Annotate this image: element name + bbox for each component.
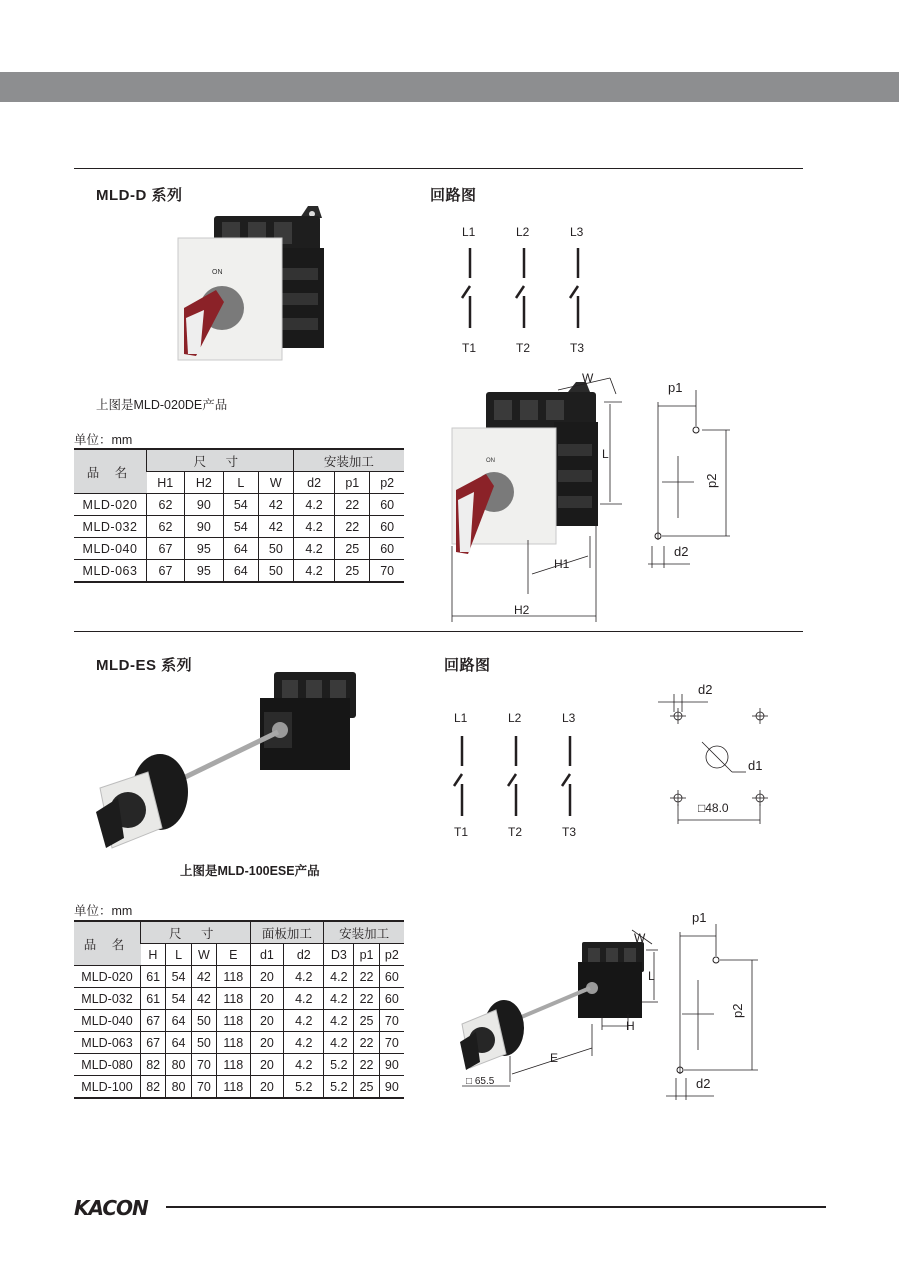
table2-cell: 80 (166, 1076, 191, 1099)
table2-cell: 118 (217, 988, 250, 1010)
table2-cell: 5.2 (324, 1054, 354, 1076)
section2-top-rule (74, 631, 803, 632)
table2-cell: 61 (141, 988, 166, 1010)
table2-cell: 25 (354, 1076, 379, 1099)
section2-unit: 单位：mm (74, 904, 133, 918)
table1-cell: MLD-063 (74, 560, 147, 583)
table2-cell: MLD-040 (74, 1010, 141, 1032)
table2-cell: 70 (379, 1010, 404, 1032)
table1-col-h1: H1 (147, 472, 185, 494)
table1-group-dimensions: 尺 寸 (147, 449, 294, 472)
dim1-w-label: W (582, 371, 594, 385)
table2-cell: 118 (217, 966, 250, 988)
table2-col-p1: p1 (354, 944, 379, 966)
table1-cell: 64 (223, 538, 258, 560)
table-row (74, 1076, 404, 1099)
spec-table-mld-es (74, 920, 404, 1099)
table-row (74, 538, 404, 560)
table1-cell: 54 (223, 494, 258, 516)
table2-cell: 50 (191, 1032, 216, 1054)
table2-col-w: W (191, 944, 216, 966)
dim2-square-label: □ 65.5 (466, 1076, 495, 1087)
section2-photo-caption: 上图是MLD-100ESE产品 (180, 864, 320, 878)
section1-unit: 单位：mm (74, 433, 133, 447)
table2-cell: 90 (379, 1054, 404, 1076)
table2-cell: 22 (354, 966, 379, 988)
table1-cell: 25 (335, 560, 370, 583)
table2-cell: 20 (250, 1010, 284, 1032)
panel-square-label: □48.0 (698, 801, 729, 815)
table2-cell: MLD-100 (74, 1076, 141, 1099)
dim2-d2-label: d2 (696, 1076, 711, 1091)
table1-col-l: L (223, 472, 258, 494)
table1-cell: 95 (184, 538, 223, 560)
panel-cutout-drawing (652, 676, 792, 826)
table2-group-mounting: 安装加工 (324, 921, 404, 944)
circuit-diagram-1 (452, 222, 602, 356)
table1-col-p1: p1 (335, 472, 370, 494)
circuit2-top-label-2: L2 (508, 711, 522, 725)
spec-table-mld-d (74, 448, 404, 583)
table2-cell: MLD-080 (74, 1054, 141, 1076)
table1-cell: 25 (335, 538, 370, 560)
table1-cell: 62 (147, 494, 185, 516)
table1-cell: MLD-020 (74, 494, 147, 516)
table1-cell: 67 (147, 560, 185, 583)
table2-cell: 64 (166, 1010, 191, 1032)
circuit2-bottom-label-1: T1 (454, 825, 469, 839)
dim1-d2-label: d2 (674, 544, 689, 559)
table2-col-e: E (217, 944, 250, 966)
dim2-p1-label: p1 (692, 910, 707, 925)
svg-text:ON: ON (212, 269, 223, 276)
table2-col-h: H (141, 944, 166, 966)
table2-cell: 67 (141, 1010, 166, 1032)
table1-cell: 70 (370, 560, 404, 583)
table1-col-h2: H2 (184, 472, 223, 494)
table2-cell: 118 (217, 1032, 250, 1054)
table1-name-header: 品 名 (74, 449, 147, 494)
table1-cell: 90 (184, 516, 223, 538)
table2-cell: 50 (191, 1010, 216, 1032)
circuit1-top-label-3: L3 (570, 225, 584, 239)
table2-cell: 20 (250, 1076, 284, 1099)
table1-cell: 54 (223, 516, 258, 538)
table2-cell: 4.2 (324, 988, 354, 1010)
table2-col-d2: d2 (284, 944, 324, 966)
circuit1-bottom-label-2: T2 (516, 341, 531, 355)
table-row (74, 966, 404, 988)
table-row (74, 988, 404, 1010)
dim1-l-label: L (602, 447, 609, 461)
table2-cell: 20 (250, 1032, 284, 1054)
panel-d1-label: d1 (748, 758, 763, 773)
table1-cell: 60 (370, 516, 404, 538)
table-row (74, 1010, 404, 1032)
dim2-w-label: W (634, 931, 646, 945)
section1-circuit-title: 回路图 (430, 187, 477, 204)
table2-cell: 118 (217, 1076, 250, 1099)
circuit2-top-label-3: L3 (562, 711, 576, 725)
table2-name-header: 品 名 (74, 921, 141, 966)
section1-photo-caption: 上图是MLD-020DE产品 (96, 398, 228, 412)
dim1-p1-label: p1 (668, 380, 683, 395)
table2-col-p2: p2 (379, 944, 404, 966)
table2-cell: 54 (166, 966, 191, 988)
table1-cell: 22 (335, 516, 370, 538)
circuit1-top-label-1: L1 (462, 225, 476, 239)
table1-cell: 50 (258, 538, 293, 560)
table2-cell: 25 (354, 1010, 379, 1032)
dim2-e-label: E (550, 1051, 559, 1065)
table2-cell: 82 (141, 1076, 166, 1099)
footer-rule (166, 1206, 826, 1208)
dimension-drawing-1 (440, 370, 740, 630)
table2-cell: 4.2 (284, 1010, 324, 1032)
table2-cell: 61 (141, 966, 166, 988)
table1-cell: 64 (223, 560, 258, 583)
circuit2-bottom-label-3: T3 (562, 825, 577, 839)
table2-cell: 22 (354, 988, 379, 1010)
table2-cell: 5.2 (284, 1076, 324, 1099)
table1-cell: 4.2 (293, 516, 334, 538)
dim2-l-label: L (648, 969, 655, 983)
table1-group-mounting: 安装加工 (293, 449, 404, 472)
section1-title: MLD-D 系列 (96, 187, 183, 204)
table2-cell: 80 (166, 1054, 191, 1076)
dim2-p2-label: p2 (730, 1003, 745, 1018)
circuit2-bottom-label-2: T2 (508, 825, 523, 839)
dimension-drawing-2 (452, 906, 772, 1102)
table-row (74, 516, 404, 538)
table2-cell: 70 (191, 1054, 216, 1076)
table2-cell: 4.2 (324, 1032, 354, 1054)
table2-col-d1: d1 (250, 944, 284, 966)
table2-cell: 60 (379, 988, 404, 1010)
table1-cell: 50 (258, 560, 293, 583)
circuit1-bottom-label-3: T3 (570, 341, 585, 355)
panel-d2-label: d2 (698, 682, 713, 697)
section2-circuit-title: 回路图 (444, 657, 491, 674)
table2-cell: 90 (379, 1076, 404, 1099)
table2-cell: 70 (191, 1076, 216, 1099)
table1-cell: 60 (370, 538, 404, 560)
table1-cell: MLD-032 (74, 516, 147, 538)
table-row (74, 1054, 404, 1076)
table2-cell: 118 (217, 1054, 250, 1076)
table1-cell: 42 (258, 516, 293, 538)
table1-col-d2: d2 (293, 472, 334, 494)
table2-cell: 67 (141, 1032, 166, 1054)
table2-cell: MLD-020 (74, 966, 141, 988)
table2-cell: 5.2 (324, 1076, 354, 1099)
table1-cell: 42 (258, 494, 293, 516)
table2-cell: 54 (166, 988, 191, 1010)
svg-text:ON: ON (486, 458, 495, 464)
circuit-diagram-2 (446, 706, 596, 840)
table2-cell: 82 (141, 1054, 166, 1076)
table2-group-panel: 面板加工 (250, 921, 324, 944)
table1-cell: 60 (370, 494, 404, 516)
table1-cell: 4.2 (293, 538, 334, 560)
table-row (74, 1032, 404, 1054)
table1-cell: 67 (147, 538, 185, 560)
table2-cell: 42 (191, 966, 216, 988)
table2-cell: MLD-032 (74, 988, 141, 1010)
circuit1-top-label-2: L2 (516, 225, 530, 239)
table2-cell: 70 (379, 1032, 404, 1054)
table2-cell: 22 (354, 1032, 379, 1054)
table1-cell: 4.2 (293, 560, 334, 583)
section2-title: MLD-ES 系列 (96, 657, 193, 674)
table2-cell: 60 (379, 966, 404, 988)
dim2-h-label: H (626, 1019, 635, 1033)
table2-cell: 20 (250, 988, 284, 1010)
table2-cell: 118 (217, 1010, 250, 1032)
table2-cell: 4.2 (324, 1010, 354, 1032)
table2-cell: 4.2 (284, 1032, 324, 1054)
table1-cell: MLD-040 (74, 538, 147, 560)
dim1-h2-label: H2 (514, 603, 530, 617)
table2-cell: 4.2 (284, 988, 324, 1010)
product-photo-mld-100ese (84, 664, 364, 860)
header-bar (0, 72, 899, 102)
table2-cell: 4.2 (284, 966, 324, 988)
table2-cell: 20 (250, 1054, 284, 1076)
table-row (74, 494, 404, 516)
circuit1-bottom-label-1: T1 (462, 341, 477, 355)
kacon-logo: KACON (74, 1196, 148, 1220)
table2-cell: 4.2 (284, 1054, 324, 1076)
table2-cell: 20 (250, 966, 284, 988)
product-photo-mld-020de (170, 198, 340, 368)
table1-cell: 22 (335, 494, 370, 516)
dim1-h1-label: H1 (554, 557, 570, 571)
dim1-p2-label: p2 (704, 473, 719, 488)
table-row (74, 560, 404, 583)
table1-cell: 95 (184, 560, 223, 583)
table1-cell: 90 (184, 494, 223, 516)
table2-cell: 64 (166, 1032, 191, 1054)
table1-cell: 4.2 (293, 494, 334, 516)
table2-group-dimensions: 尺 寸 (141, 921, 251, 944)
circuit2-top-label-1: L1 (454, 711, 468, 725)
table2-cell: MLD-063 (74, 1032, 141, 1054)
table1-col-w: W (258, 472, 293, 494)
table2-col-l: L (166, 944, 191, 966)
table1-col-p2: p2 (370, 472, 404, 494)
table2-cell: 42 (191, 988, 216, 1010)
table1-cell: 62 (147, 516, 185, 538)
table2-col-d3: D3 (324, 944, 354, 966)
table2-cell: 22 (354, 1054, 379, 1076)
section1-top-rule (74, 168, 803, 169)
table2-cell: 4.2 (324, 966, 354, 988)
